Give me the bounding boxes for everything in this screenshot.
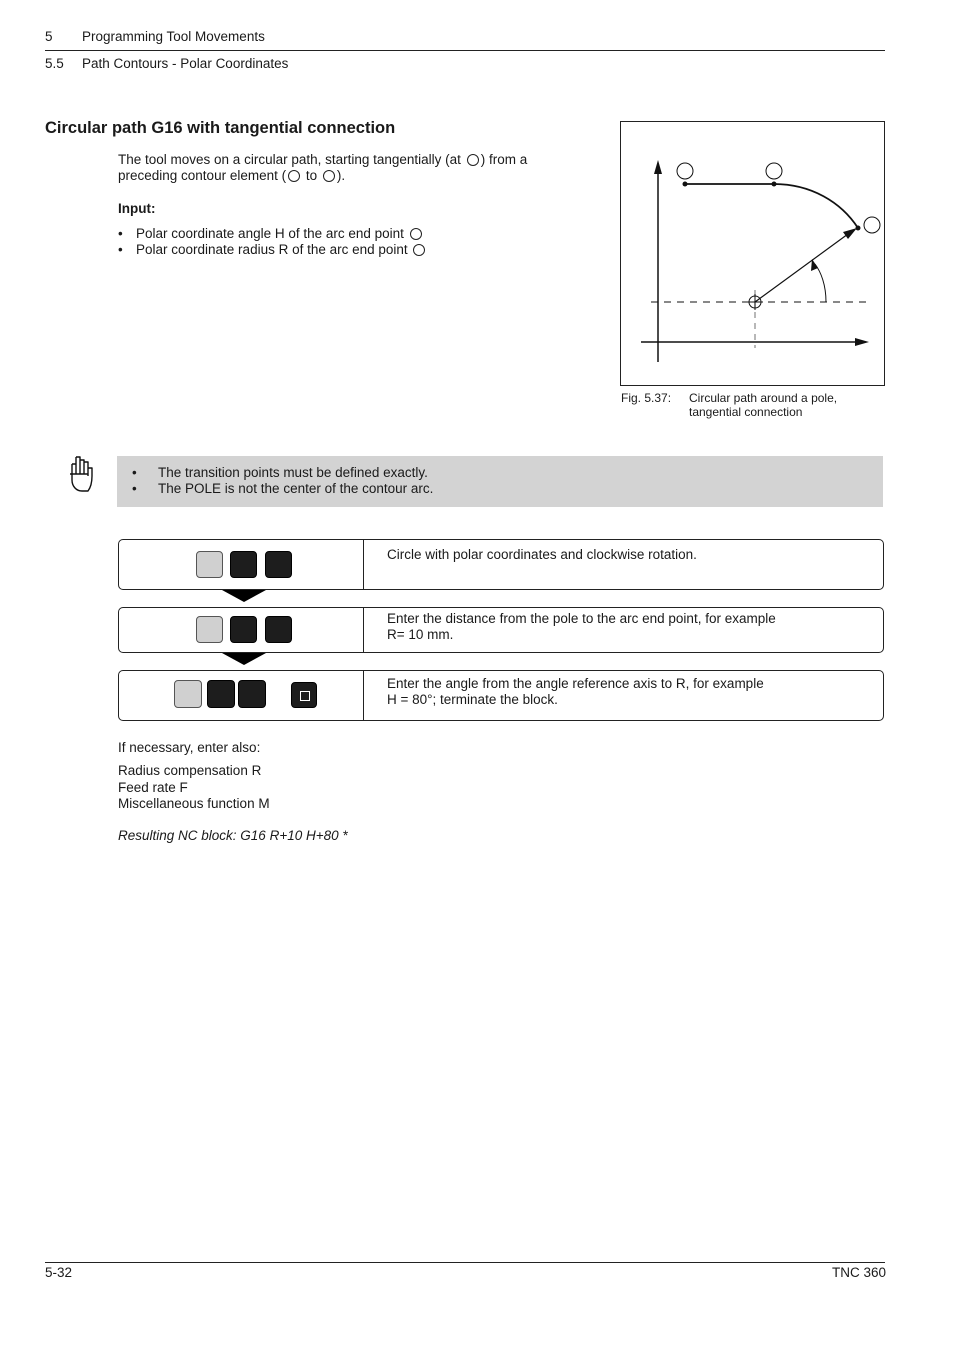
grey-key-button[interactable] — [174, 680, 202, 708]
dialog-step-2 — [118, 607, 884, 653]
input-item: • Polar coordinate radius R of the arc end point — [118, 242, 427, 258]
input-item-text: Polar coordinate angle H of the arc end point — [136, 226, 404, 241]
intro-paragraph — [118, 152, 578, 184]
footer-rule — [45, 1262, 885, 1263]
angle-arrow-icon — [811, 259, 818, 271]
polar-arc-diagram — [621, 122, 884, 385]
black-key-button[interactable] — [265, 551, 292, 578]
step-description: Enter the angle from the angle reference axis to R, for example H = 80°; terminate the block. — [387, 676, 764, 707]
figure-caption — [621, 391, 838, 419]
intro-text-3: preceding contour element ( — [118, 168, 287, 183]
circle-marker-icon — [413, 244, 425, 256]
header-rule — [45, 50, 885, 51]
angle-arc — [815, 264, 826, 302]
input-item: • Polar coordinate angle H of the arc end point — [118, 226, 424, 242]
dialog-step-1 — [118, 539, 884, 590]
black-key-button[interactable] — [238, 680, 266, 708]
step-description: Circle with polar coordinates and clockwise rotation. — [387, 547, 697, 562]
input-label: Input: — [118, 201, 156, 216]
step-arrow-icon — [222, 653, 266, 665]
input-item-text: Polar coordinate radius R of the arc end point — [136, 242, 408, 257]
intro-text-5: ). — [336, 168, 346, 183]
circle-marker-icon — [410, 228, 422, 240]
figure-box — [620, 121, 885, 386]
y-axis-arrow-icon — [654, 160, 662, 174]
circle-marker-icon — [288, 170, 300, 182]
caption-line1: Circular path around a pole, — [689, 391, 838, 405]
circle-marker-icon — [467, 154, 479, 166]
note-item: • The POLE is not the center of the contour arc. — [132, 481, 434, 496]
point-marker-icon — [772, 182, 777, 187]
pointing-hand-icon — [66, 454, 96, 494]
chapter-title: Programming Tool Movements — [82, 29, 265, 44]
label-circle-icon — [864, 217, 880, 233]
page-number: 5-32 — [45, 1265, 73, 1280]
optional-list — [118, 763, 270, 813]
optional-intro: If necessary, enter also: — [118, 740, 261, 755]
optional-item: Feed rate F — [118, 779, 188, 795]
dialog-step-3 — [118, 670, 884, 721]
step-description: Enter the distance from the pole to the arc end point, for example R= 10 mm. — [387, 611, 776, 642]
radius-vector — [755, 234, 848, 302]
black-key-button[interactable] — [230, 551, 257, 578]
caption-line2: tangential connection — [689, 405, 803, 419]
end-block-key-button[interactable] — [291, 682, 317, 708]
black-key-button[interactable] — [230, 616, 257, 643]
radius-arrow-icon — [843, 228, 857, 239]
intro-text-4: to — [305, 168, 318, 183]
intro-text-1: The tool moves on a circular path, starting tangentially (at — [118, 152, 461, 167]
grey-key-button[interactable] — [196, 616, 223, 643]
label-circle-icon — [766, 163, 782, 179]
x-axis-arrow-icon — [855, 338, 869, 346]
circle-marker-icon — [323, 170, 335, 182]
section-number: 5.5 — [45, 56, 64, 71]
chapter-number: 5 — [45, 29, 53, 44]
point-marker-icon — [683, 182, 688, 187]
point-marker-icon — [856, 226, 861, 231]
optional-item: Radius compensation R — [118, 763, 262, 778]
arc-contour — [774, 184, 858, 228]
note-box — [117, 456, 883, 507]
caption-number: Fig. 5.37: — [621, 391, 672, 405]
note-item-text: The transition points must be defined exactly. — [158, 465, 428, 480]
resulting-nc-block: Resulting NC block: G16 R+10 H+80 * — [118, 828, 348, 843]
grey-key-button[interactable] — [196, 551, 223, 578]
section-title: Path Contours - Polar Coordinates — [82, 56, 289, 71]
note-item-text: The POLE is not the center of the contour arc. — [158, 481, 434, 496]
note-item: • The transition points must be defined exactly. — [132, 465, 428, 480]
step-arrow-icon — [222, 590, 266, 602]
page-title: Circular path G16 with tangential connection — [45, 119, 396, 137]
black-key-button[interactable] — [207, 680, 235, 708]
black-key-button[interactable] — [265, 616, 292, 643]
label-circle-icon — [677, 163, 693, 179]
intro-text-2: ) from a — [480, 152, 528, 167]
product-name: TNC 360 — [831, 1265, 886, 1280]
optional-item: Miscellaneous function M — [118, 796, 270, 811]
